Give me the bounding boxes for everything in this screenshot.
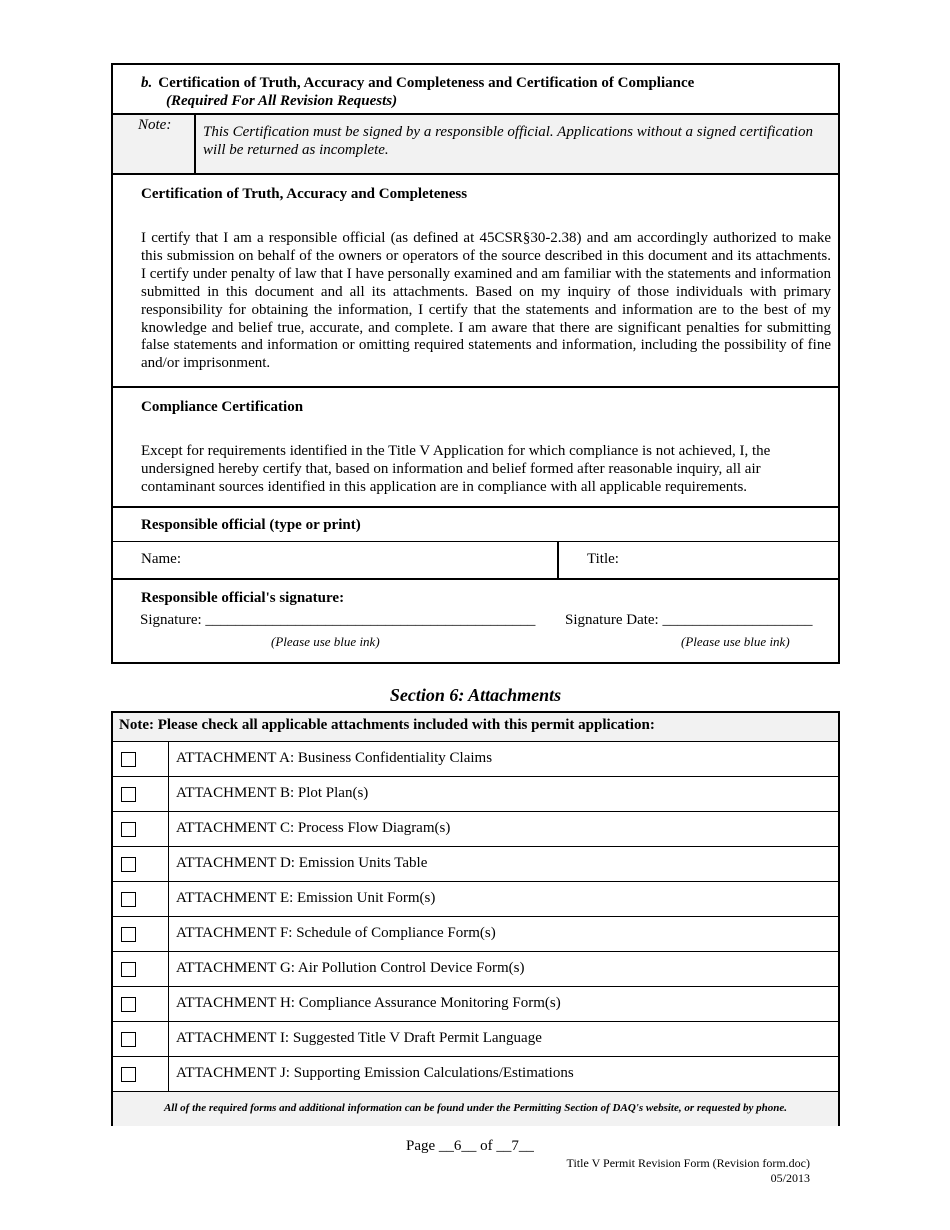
checkbox-attachment-e[interactable] bbox=[121, 892, 136, 907]
form-name: Title V Permit Revision Form (Revision form.doc) bbox=[566, 1156, 810, 1170]
attachment-row-c bbox=[113, 812, 838, 847]
attachment-label: ATTACHMENT H: Compliance Assurance Monitoring Form(s) bbox=[176, 995, 561, 1011]
ink-note-left: (Please use blue ink) bbox=[271, 634, 380, 649]
attachment-row-e bbox=[113, 882, 838, 917]
checkbox-attachment-d[interactable] bbox=[121, 857, 136, 872]
signature-section bbox=[113, 580, 838, 664]
name-field[interactable] bbox=[113, 542, 559, 578]
certification-header bbox=[113, 65, 838, 115]
attachment-row-h bbox=[113, 987, 838, 1022]
responsible-official-heading: Responsible official (type or print) bbox=[113, 508, 838, 542]
checkbox-attachment-f[interactable] bbox=[121, 927, 136, 942]
section6-title: Section 6: Attachments bbox=[389, 685, 562, 705]
attachment-row-i bbox=[113, 1022, 838, 1057]
checkbox-attachment-b[interactable] bbox=[121, 787, 136, 802]
note-text: This Certification must be signed by a responsible official. Applications without a signed certification will be returned as incomplete. bbox=[203, 124, 813, 158]
form-date: 05/2013 bbox=[770, 1170, 810, 1185]
attachment-row-d bbox=[113, 847, 838, 882]
checkbox-attachment-c[interactable] bbox=[121, 822, 136, 837]
signature-heading: Responsible official's signature: bbox=[141, 590, 345, 606]
note-label: Note: bbox=[113, 115, 196, 173]
compliance-heading: Compliance Certification bbox=[141, 399, 304, 415]
attachment-label: ATTACHMENT F: Schedule of Compliance Form(s) bbox=[176, 925, 496, 941]
certification-box bbox=[111, 63, 840, 664]
page-number: Page __6__ of __7__ bbox=[406, 1138, 534, 1154]
title-field[interactable] bbox=[587, 551, 619, 568]
attachment-label: ATTACHMENT E: Emission Unit Form(s) bbox=[176, 890, 436, 906]
attachments-footer-note: All of the required forms and additional information can be found under the Permitting Section of DAQ's website, or requested by phone. bbox=[113, 1091, 838, 1126]
attachment-row-f bbox=[113, 917, 838, 952]
truth-certification-section bbox=[113, 175, 838, 388]
title-label: Title: bbox=[587, 551, 619, 567]
attachment-label: ATTACHMENT C: Process Flow Diagram(s) bbox=[176, 820, 451, 836]
attachment-label: ATTACHMENT G: Air Pollution Control Device Form(s) bbox=[176, 960, 525, 976]
attachment-label: ATTACHMENT I: Suggested Title V Draft Permit Language bbox=[176, 1030, 542, 1046]
note-row bbox=[113, 115, 838, 175]
truth-body: I certify that I am a responsible official (as defined at 45CSR§30-2.38) and am accordingly authorized to make this submission on behalf of the owners or operators of the source described in this document and its attachments. I certify under penalty of law that I have personally examined and am familiar with the statements and information submitted in this document and all its attachments. Based on my inquiry of those individuals with primary responsibility for obtaining the information, I certify that the statements and information are to the best of my knowledge and belief true, accurate, and complete. I am aware that there are significant penalties for submitting false statements and information or omitting required statements and information, including the possibility of fine and/or imprisonment. bbox=[141, 230, 831, 372]
checkbox-attachment-a[interactable] bbox=[121, 752, 136, 767]
checkbox-attachment-h[interactable] bbox=[121, 997, 136, 1012]
truth-heading: Certification of Truth, Accuracy and Completeness bbox=[141, 186, 468, 202]
attachment-label: ATTACHMENT J: Supporting Emission Calculations/Estimations bbox=[176, 1065, 574, 1081]
attachment-label: ATTACHMENT D: Emission Units Table bbox=[176, 855, 428, 871]
name-title-row bbox=[113, 542, 838, 580]
attachments-table bbox=[111, 711, 840, 1126]
signature-field[interactable]: Signature: ____________________________________________ bbox=[140, 612, 536, 628]
form-identifier bbox=[567, 1156, 810, 1185]
ink-note-right: (Please use blue ink) bbox=[681, 634, 790, 649]
compliance-certification-section bbox=[113, 388, 838, 508]
section-letter: b. bbox=[141, 75, 153, 91]
checkbox-attachment-j[interactable] bbox=[121, 1067, 136, 1082]
attachment-row-a bbox=[113, 742, 838, 777]
attachments-note: Note: Please check all applicable attachments included with this permit application: bbox=[113, 713, 838, 742]
compliance-body: Except for requirements identified in the Title V Application for which compliance is not achieved, I, the undersigned hereby certify that, based on information and belief formed after reasonable inquiry, all air contaminant sources identified in this application are in compliance with all applicable requirements. bbox=[141, 443, 771, 495]
attachment-label: ATTACHMENT B: Plot Plan(s) bbox=[176, 785, 369, 801]
attachment-row-b bbox=[113, 777, 838, 812]
attachment-row-g bbox=[113, 952, 838, 987]
name-label: Name: bbox=[141, 551, 181, 567]
signature-date-field[interactable]: Signature Date: ____________________ bbox=[565, 612, 813, 628]
certification-title: Certification of Truth, Accuracy and Completeness and Certification of Compliance bbox=[158, 75, 695, 91]
attachment-label: ATTACHMENT A: Business Confidentiality Claims bbox=[176, 750, 493, 766]
attachment-row-j bbox=[113, 1057, 838, 1091]
checkbox-attachment-i[interactable] bbox=[121, 1032, 136, 1047]
checkbox-attachment-g[interactable] bbox=[121, 962, 136, 977]
certification-subtitle: (Required For All Revision Requests) bbox=[166, 93, 398, 109]
